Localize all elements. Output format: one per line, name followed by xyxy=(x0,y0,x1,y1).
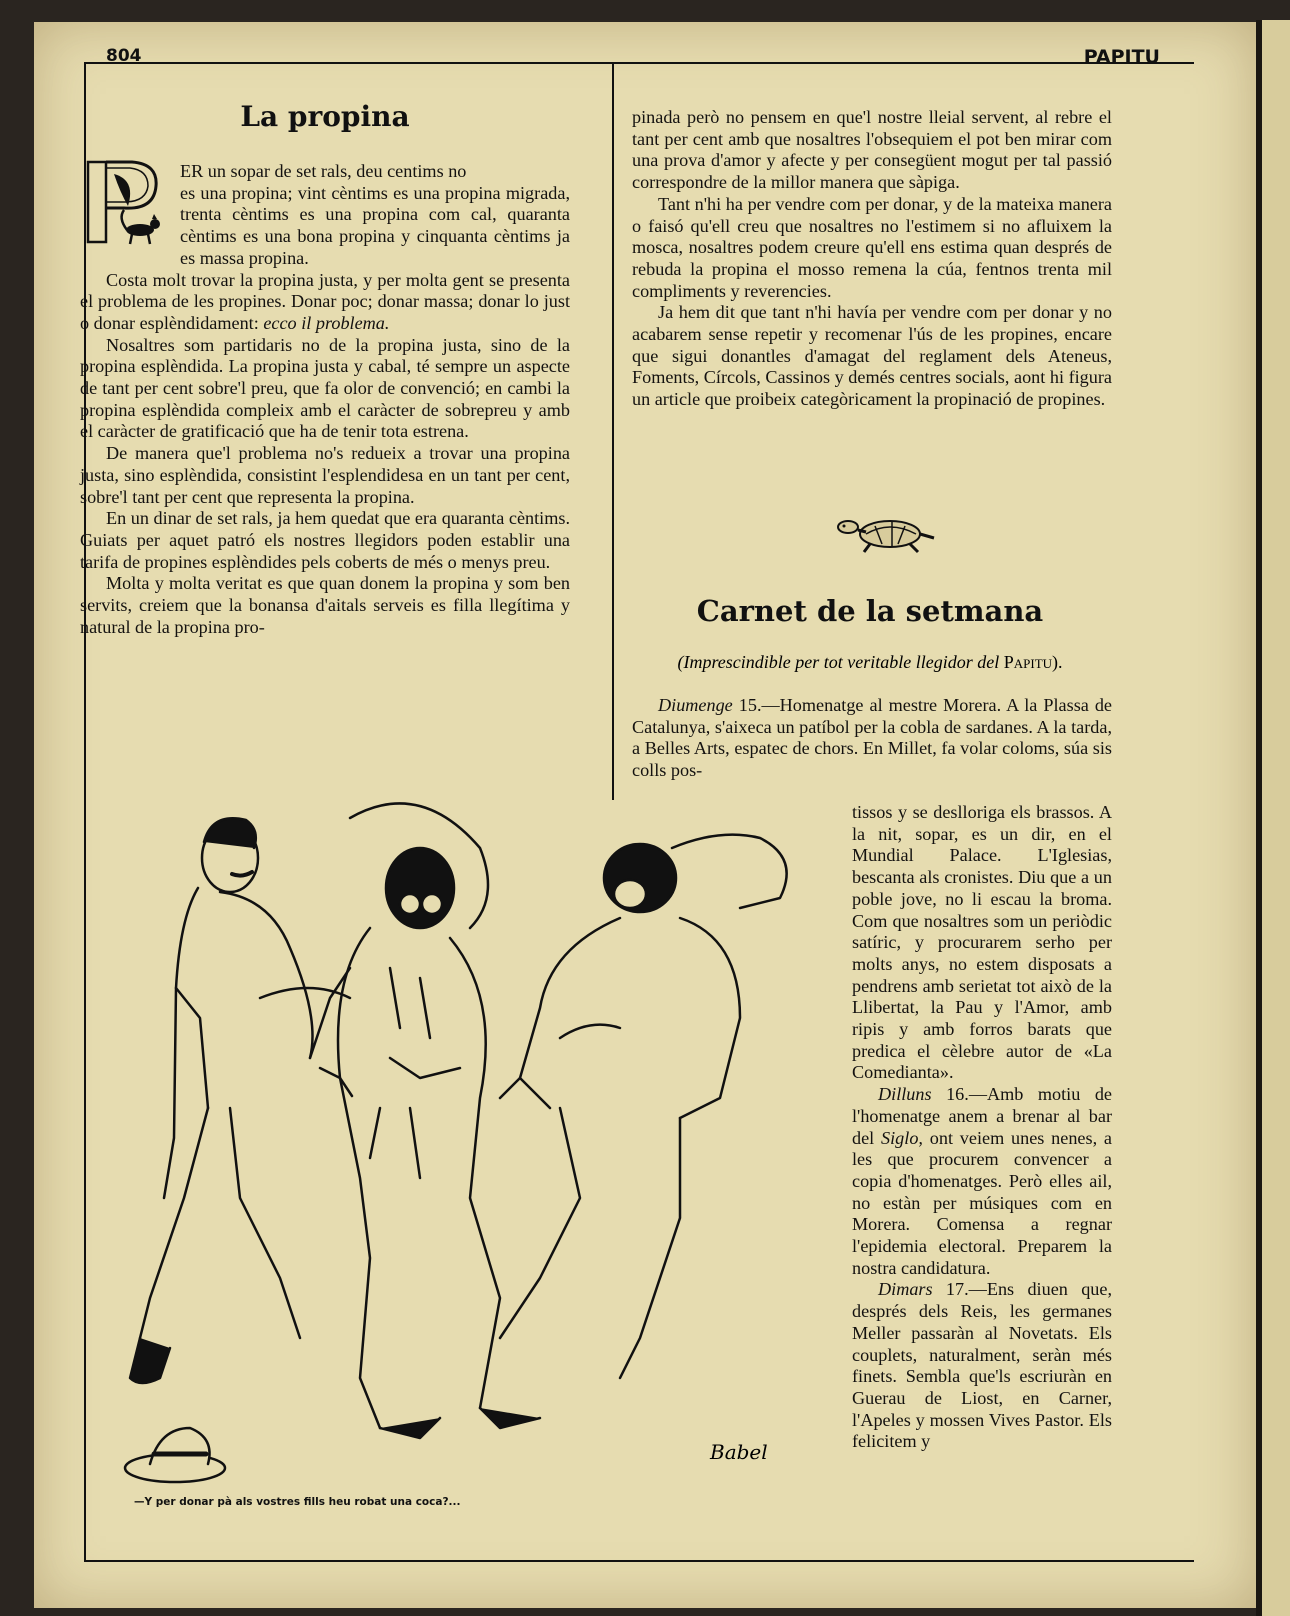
carnet-entry-dilluns: Dilluns 16.—Amb motiu de l'homenatge anem a brenar al bar del Siglo, ont veiem unes nenes, a les que procurem convencer a copia d'homenatges. Però elles ail, no estàn per músiques com en Morera. Comensa a regnar l'epidemia electoral. Preparem la nostra candidatura. xyxy=(852,1084,1113,1278)
turtle-ornament-icon xyxy=(830,512,940,554)
cartoon-illustration xyxy=(120,778,840,1498)
article1-column-right xyxy=(632,107,1112,411)
left-figure xyxy=(130,818,352,1383)
article-title-la-propina: La propina xyxy=(240,100,410,133)
hat xyxy=(125,1428,225,1482)
paragraph: Nosaltres som partidaris no de la propina justa, sino de la propina esplèndida. La propina justa y cabal, té sempre un aspecte de tant per cent sobre'l preu, que fa olor de convenció; en cambi la propina esplèndida compleix amb el caràcter de sobrepreu y amb el caràcter de gratificació que ha de tenir tota estrena. xyxy=(80,334,570,442)
paragraph: Costa molt trovar la propina justa, y per molta gent se presenta el problema de les propines. Donar poc; donar massa; donar lo just o donar esplèndidament: ecco il problema. xyxy=(80,269,570,333)
magazine-name: PAPITU xyxy=(1083,46,1160,68)
paragraph: pinada però no pensem en que'l nostre lleial servent, al rebre el tant per cent amb que nosaltres l'obsequiem el pot ben mirar com una prova d'amor y afecte y per consegüent mogut per tal passió correspondre de la millor manera que sàpiga. xyxy=(632,107,1112,193)
illustration-caption: —Y per donar pà als vostres fills heu robat una coca?... xyxy=(134,1496,461,1508)
paragraph: Molta y molta veritat es que quan donem la propina y som ben servits, creiem que la bonansa d'aitals serveis es filla llegítima y natural de la propina pro- xyxy=(80,573,570,637)
page-number: 804 xyxy=(106,46,142,66)
carnet-entry-diumenge: Diumenge 15.—Homenatge al mestre Morera. A la Plassa de Catalunya, s'aixeca un patíbol per la cobla de sardanes. A la tarda, a Belles Arts, espatec de chors. En Millet, fa volar coloms, súa sis colls pos- xyxy=(632,695,1112,781)
right-figure xyxy=(500,835,787,1378)
article-title-carnet: Carnet de la setmana xyxy=(696,594,1044,628)
adjacent-page-edge xyxy=(1256,20,1290,1616)
paragraph: es una propina; vint cèntims es una propina migrada, trenta cèntims es una propina com cal, quaranta cèntims es una bona propina y cinquanta cèntims ja es massa propina. xyxy=(180,182,570,268)
carnet-entry-dimars: Dimars 17.—Ens diuen que, després dels Reis, les germanes Meller passaràn al Novetats. Els couplets, naturalment, seràn més finets. Sembla que'ls escriuràn en Guerau de Liost, en Carner, l'Apeles y mossen Vives Pastor. Els felicitem y xyxy=(852,1279,1113,1452)
middle-figure xyxy=(338,803,540,1438)
article1-column-left xyxy=(80,161,570,638)
paragraph: De manera que'l problema no's redueix a trovar una propina justa, sino esplèndida, consistint l'esplendidesa en un tant per cent, sobre'l tant per cent que representa la propina. xyxy=(80,443,570,507)
paragraph: Tant n'hi ha per vendre com per donar, y de la mateixa manera o faisó qu'ell creu que nosaltres no l'estimem si no afluixem la mosca, nosaltres podem creure qu'ell ens estima quan després de rebuda la propina el mosso remena la cúa, fentnos trenta mil compliments y reverencies. xyxy=(632,193,1112,301)
paragraph: tissos y se deslloriga els brassos. A la nit, sopar, es un dir, en el Mundial Palace. L'Iglesias, bescanta als cronistes. Diu que a un poble jove, no li escau la broma. Com que nosaltres som un periòdic satíric, y procurarem serho per molts anys, no estem disposats a pendrens amb serietat tot això de la Llibertat, la Pau y l'Amor, amb ripis y amb forros barats que predica el cèlebre autor de «La Comedianta». xyxy=(852,802,1112,1083)
paragraph: Ja hem dit que tant n'hi havía per vendre com per donar y no acabarem sense repetir y recomenar l'ús de les propines, encare que sigui donantles d'amagat del reglament dels Ateneus, Foments, Círcols, Cassinos y demés centres socials, aont hi figura un article que proibeix categòricament la propinació de propines. xyxy=(632,302,1112,410)
artist-signature: Babel xyxy=(710,1440,768,1464)
column-divider xyxy=(612,62,614,800)
lead-line: ER un sopar de set rals, deu centims no xyxy=(180,161,467,181)
article-subtitle: (Imprescindible per tot veritable llegidor del Papitu). xyxy=(677,652,1063,672)
paragraph: En un dinar de set rals, ja hem quedat que era quaranta cèntims. Guiats per aquet patró els nostres llegidors poden establir una tarifa de propines esplèndides pels coberts de més o menys preu. xyxy=(80,508,570,572)
carnet-column-narrow xyxy=(852,802,1112,1453)
